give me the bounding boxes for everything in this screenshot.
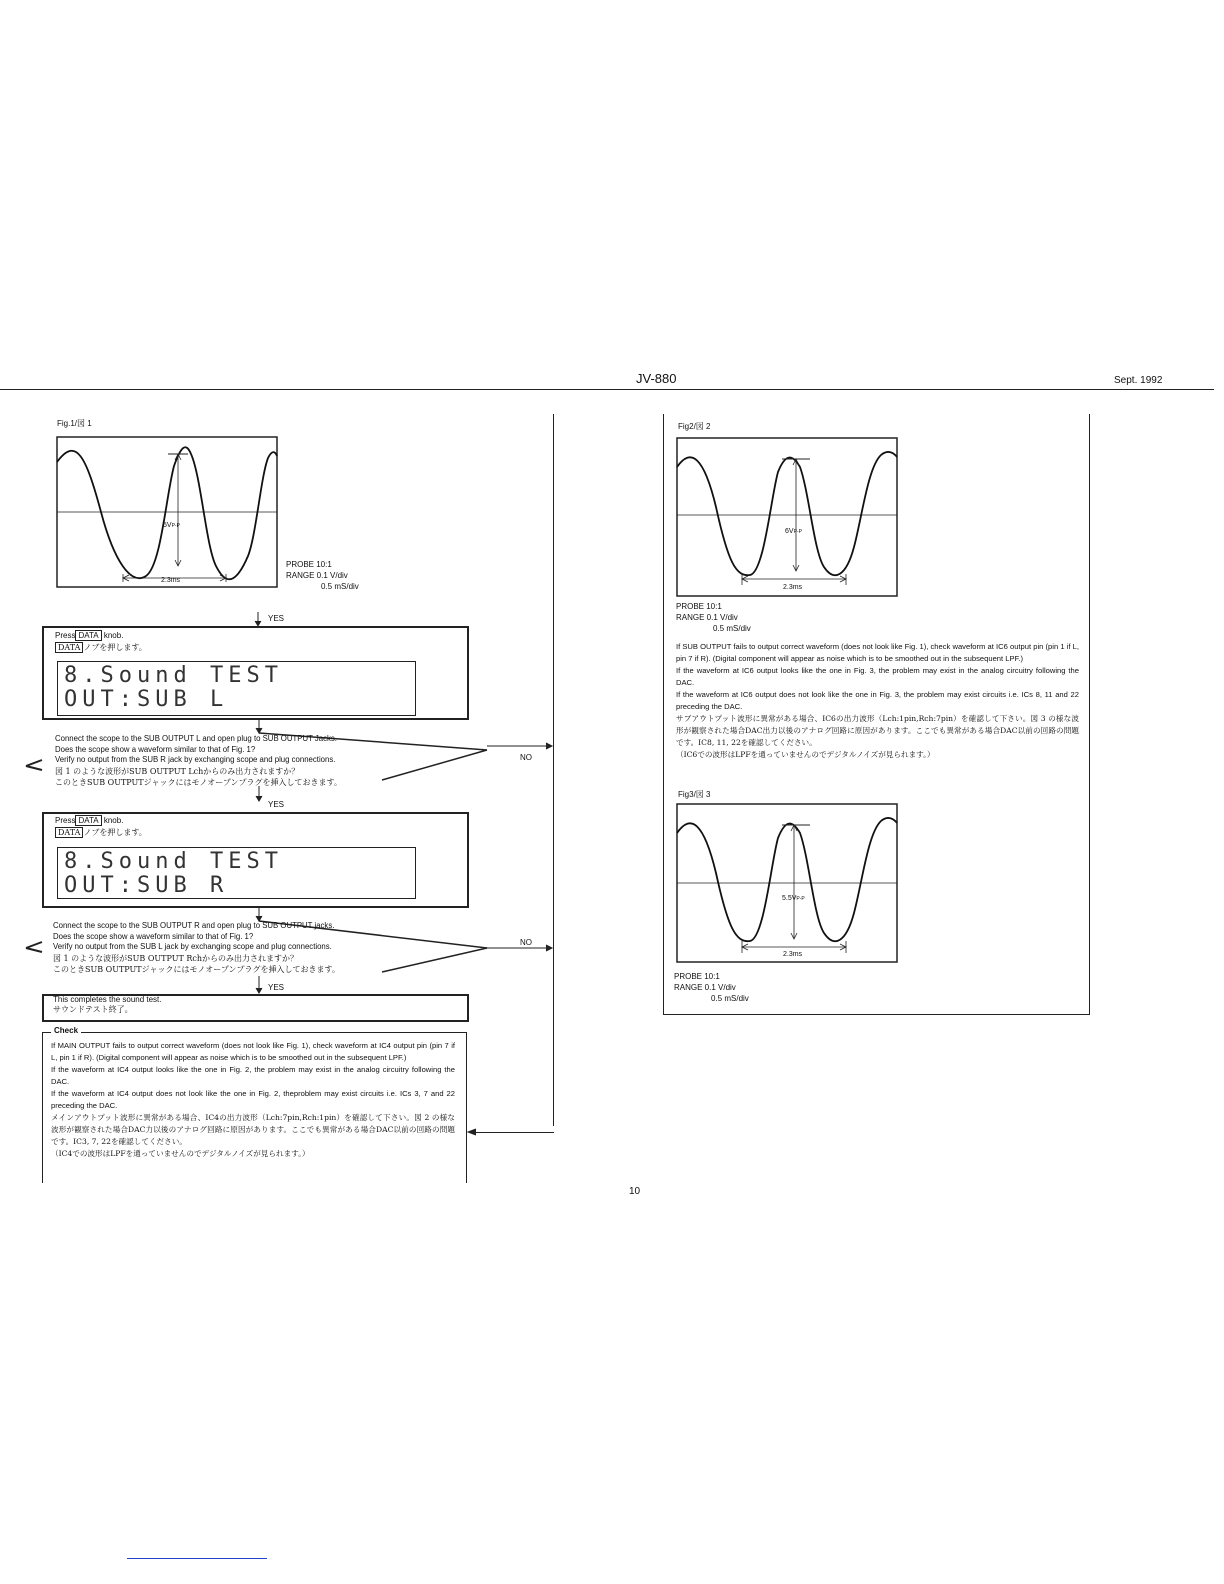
step2-instruction-jp: DATA ノブを押します。: [55, 827, 147, 838]
no-label-2: NO: [520, 938, 532, 947]
fig2-label: Fig2/図 2: [678, 422, 711, 431]
header-rule: [0, 389, 1214, 390]
return-arrow: [466, 1128, 478, 1138]
fig1-period: 2.3ms: [161, 577, 181, 584]
step2-instruction: Press DATA knob.: [55, 816, 124, 825]
lcd-line-1: 8.Sound TEST: [64, 849, 283, 874]
fig3-waveform: [676, 803, 898, 963]
step1-instruction: Press DATA knob.: [55, 631, 124, 640]
data-key: DATA: [75, 630, 101, 641]
lcd-display-1: [57, 661, 416, 716]
fig1-amplitude: 5VP-P: [163, 522, 180, 529]
fig3-amplitude: 5.5VP-P: [782, 895, 805, 902]
step1-instruction-jp: DATA ノブを押します。: [55, 642, 147, 653]
question-2: Connect the scope to the SUB OUTPUT R and open plug to SUB OUTPUT jacks. Does the scope show a waveform similar to that of Fig. 1? Verify no output from the SUB L jack by exchanging scope and plug connections. 図 1 のような波形がSUB OUTPUT Rchからのみ出力されますか？ このときSUB OUTPUTジャックにはモノオープンプラグを挿入しておきます。: [53, 921, 340, 974]
footer-rule: [127, 1558, 267, 1559]
fig2-probe: PROBE 10:1 RANGE 0.1 V/div 0.5 mS/div: [676, 602, 751, 633]
yes-label-2: YES: [268, 800, 285, 809]
no-label-1: NO: [520, 753, 532, 762]
fig3-label: Fig3/図 3: [678, 790, 711, 799]
check-body: If MAIN OUTPUT fails to output correct waveform (does not look like Fig. 1), check waveform at IC4 output pin (pin 7 if L, pin 1 if R). (Digital component will appear as noise which is to be smoothed out in the subsequent LPF.) If the waveform at IC4 output looks like the one in Fig. 2, the problem may exist in the analog circuitry following the DAC. If the waveform at IC4 output does not look like the one in Fig. 2, theproblem may exist circuits i.e. ICs 3, 7 and 22 preceding the DAC. メインアウトプット波形に異常がある場合、IC4の出力波形（Lch:7pin,Rch:1pin）を確認して下さい。図 2 の様な波形が観察された場合DAC力以後のアナログ回路に原因があります。ここでも異常がある場合DAC以前の回路の問題です。IC3, 7, 22を確認してください。 （IC4での波形はLPFを通っていませんのでデジタルノイズが見られます。）: [51, 1041, 455, 1158]
fig1-label: Fig.1/図 1: [57, 419, 92, 428]
yes-label-1: YES: [268, 614, 285, 623]
fig1-waveform: [56, 436, 278, 588]
fig2-waveform: [676, 437, 898, 597]
yes-label-3: YES: [268, 983, 285, 992]
fig3-period: 2.3ms: [783, 951, 803, 958]
fig2-period: 2.3ms: [783, 584, 803, 591]
lcd-line-2: OUT:SUB L: [64, 687, 229, 712]
fig3-probe: PROBE 10:1 RANGE 0.1 V/div 0.5 mS/div: [674, 972, 749, 1003]
lcd-line-2: OUT:SUB R: [64, 873, 229, 898]
end-text: This completes the sound test. サウンドテスト終了。: [53, 995, 162, 1014]
right-column-text: If SUB OUTPUT fails to output correct waveform (does not look like Fig. 1), check waveform at IC6 output pin (pin 1 if L, pin 7 if R). (Digital component will appear as noise which is to be smoothed out in the subsequent LPF.) If the waveform at IC6 output looks like the one in Fig. 3, the problem may exist in the analog circuitry following the DAC. If the waveform at IC6 output does not look like the one in Fig. 3, the problem may exist circuits i.e. ICs 8, 11 and 22 preceding the DAC. サブアウトプット波形に異常がある場合、IC6の出力波形（Lch:1pin,Rch:7pin）を確認して下さい。図 3 の様な波形が観察された場合DAC出力以後のアナログ回路に原因があります。ここでも異常がある場合DAC以前の回路の問題です。IC8, 11, 22を確認してください。 （IC6での波形はLPFを通っていませんのでデジタルノイズが見られます。）: [676, 642, 1079, 759]
lcd-line-1: 8.Sound TEST: [64, 663, 283, 688]
fig2-amplitude: 6VP-P: [785, 528, 802, 535]
question-1: Connect the scope to the SUB OUTPUT L and open plug to SUB OUTPUT Jacks. Does the scope show a waveform similar to that of Fig. 1? Verify no output from the SUB R jack by exchanging scope and plug connections. 図 1 のような波形がSUB OUTPUT Lchからのみ出力されますか？ このときSUB OUTPUTジャックにはモノオープンプラグを挿入しておきます。: [55, 734, 342, 787]
fig1-probe: PROBE 10:1 RANGE 0.1 V/div 0.5 mS/div: [286, 560, 359, 591]
document-date: Sept. 1992: [1114, 375, 1163, 386]
document-title: JV-880: [636, 371, 677, 386]
page-number: 10: [629, 1186, 641, 1197]
check-title: Check: [51, 1025, 81, 1037]
return-line: [470, 1132, 554, 1133]
lcd-display-2: [57, 847, 416, 899]
